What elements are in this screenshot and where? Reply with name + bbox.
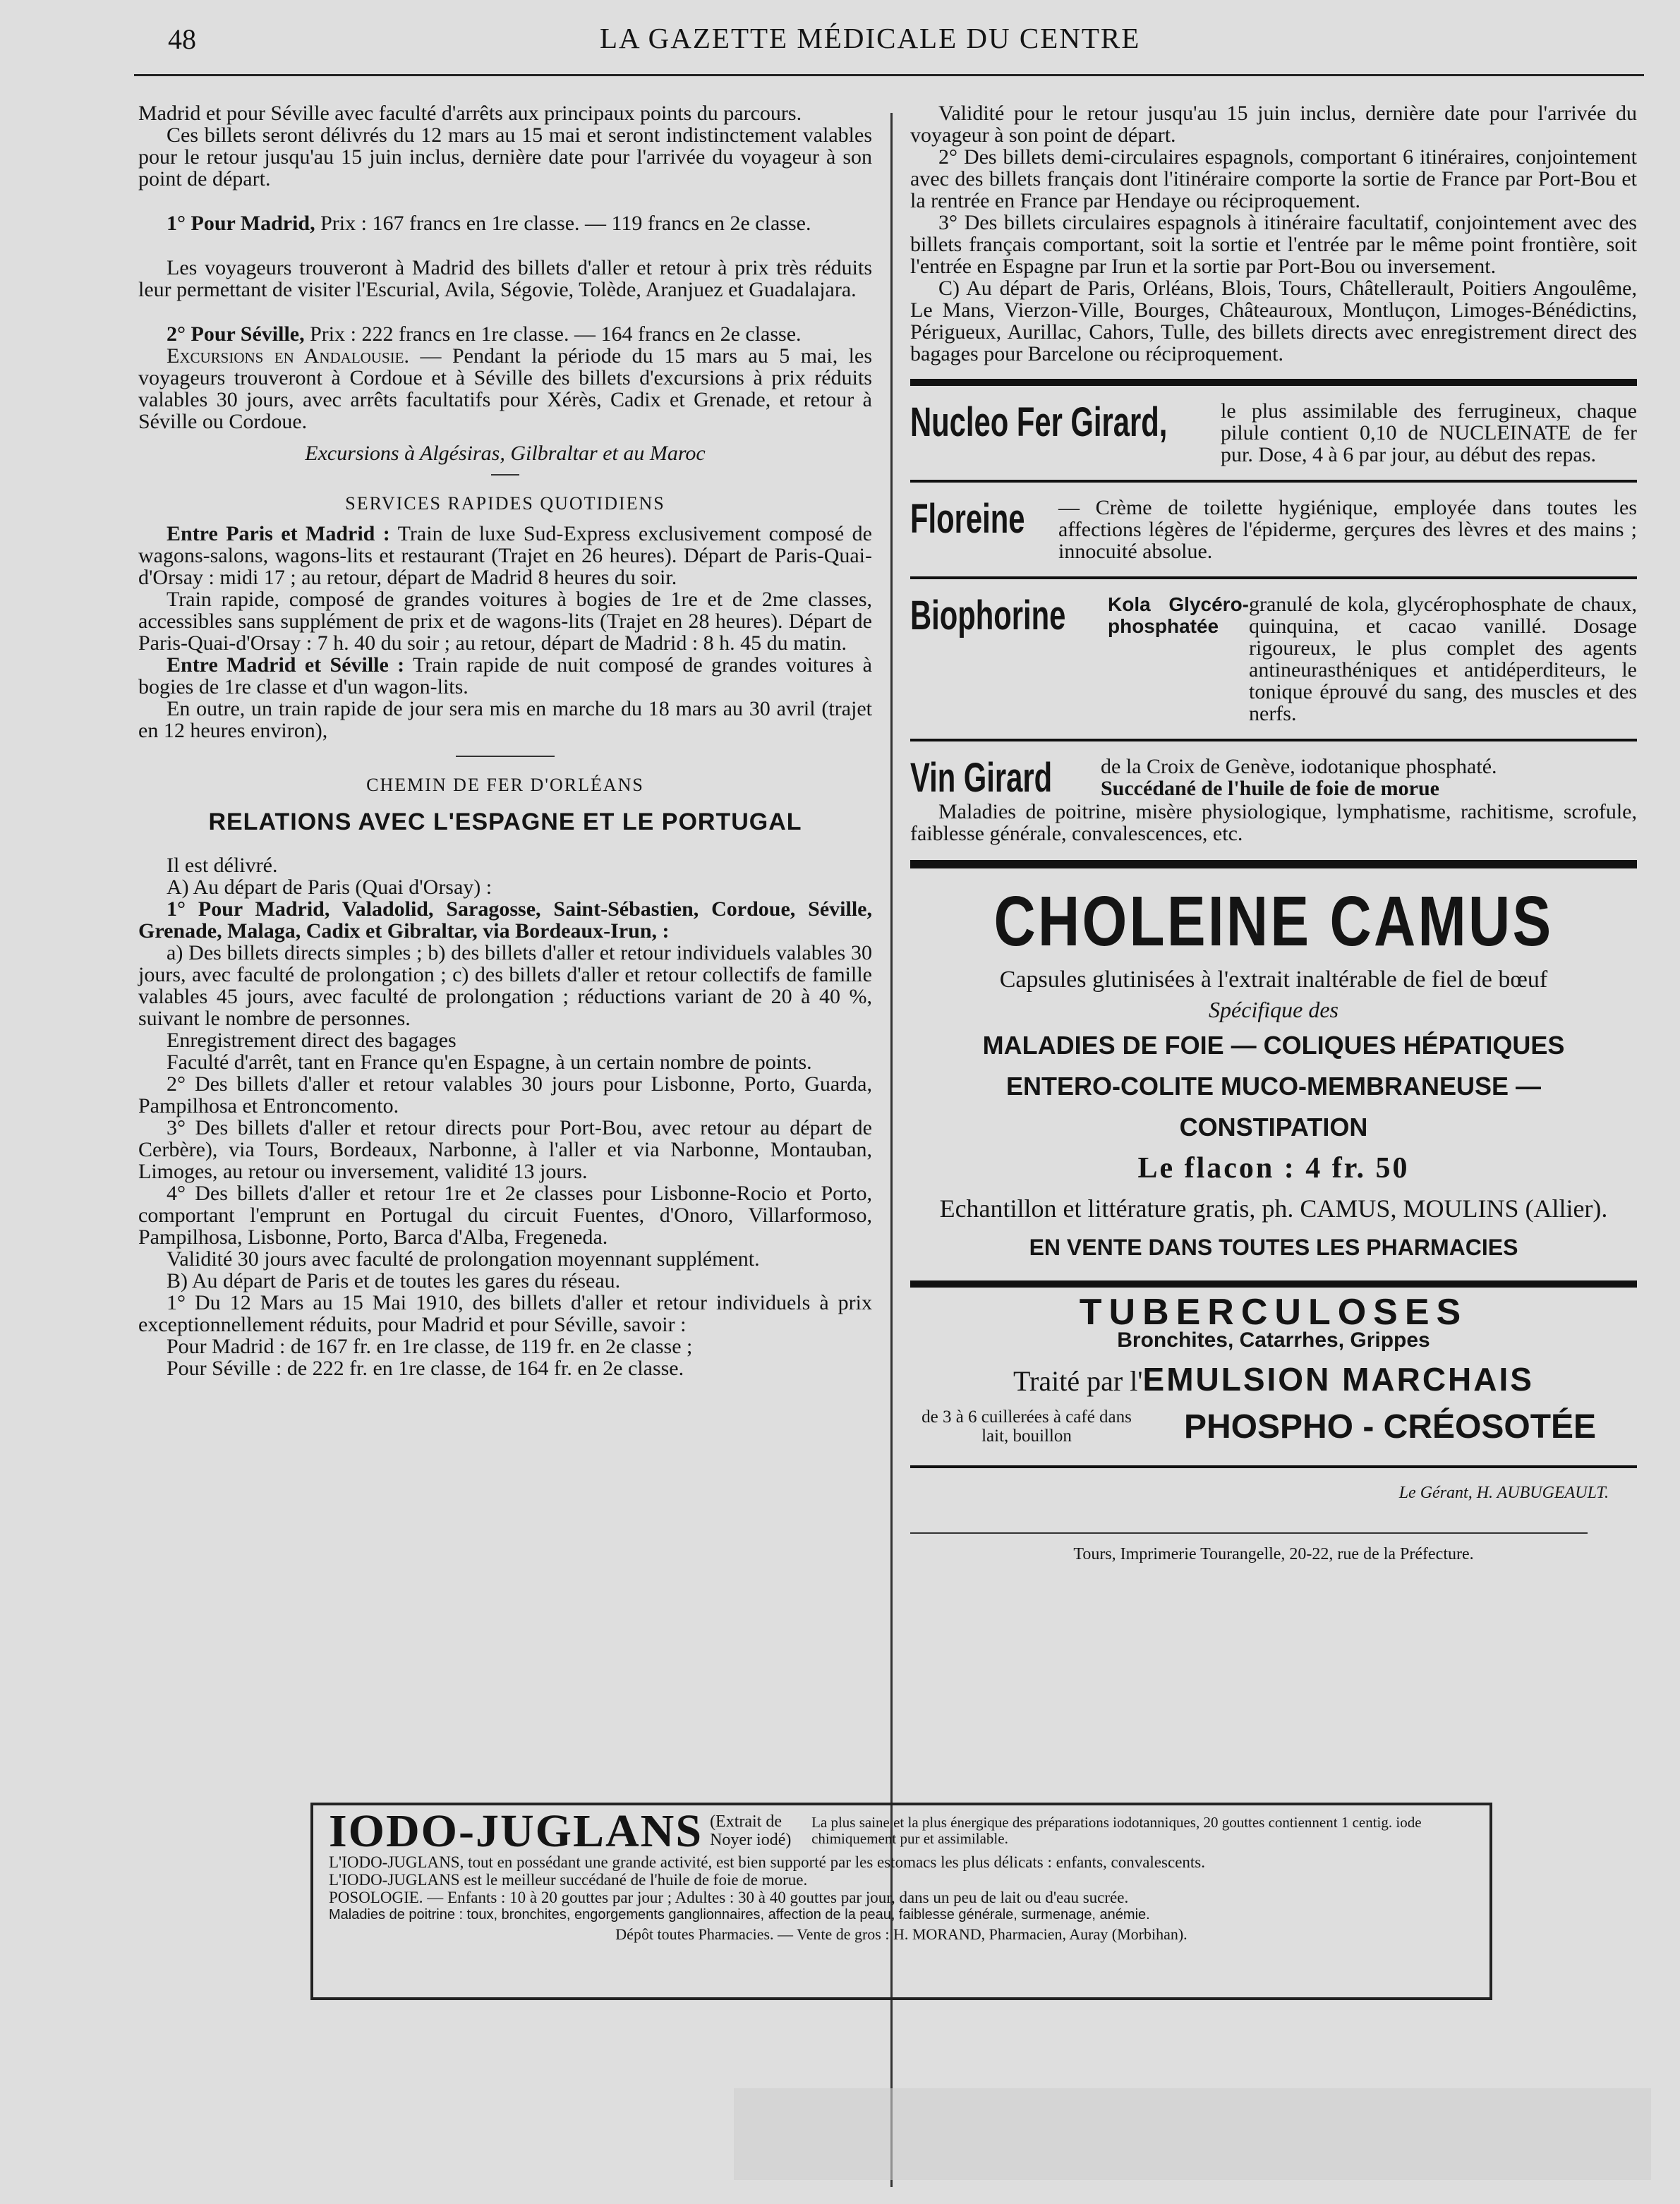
paragraph: Pour Madrid : de 167 fr. en 1re classe, de 119 fr. en 2e classe ; bbox=[167, 1335, 693, 1358]
biophorine-brand: Biophorine bbox=[910, 593, 1066, 638]
choline-line1: MALADIES DE FOIE — COLIQUES HÉPATIQUES bbox=[982, 1031, 1565, 1060]
relations-title: RELATIONS AVEC L'ESPAGNE ET LE PORTUGAL bbox=[208, 809, 802, 835]
iodo-title: IODO-JUGLANS bbox=[329, 1805, 703, 1857]
ad-divider bbox=[910, 739, 1637, 741]
iodo-line: L'IODO-JUGLANS, tout en possédant une grande activité, est bien supporté par les estomacs les plus délicats : enfants, convalescents. bbox=[329, 1853, 1205, 1871]
separator bbox=[491, 474, 519, 476]
tuberculoses-title: TUBERCULOSES bbox=[1079, 1292, 1468, 1333]
running-title: LA GAZETTE MÉDICALE DU CENTRE bbox=[600, 22, 1141, 54]
paragraph: 4° Des billets d'aller et retour 1re et 2e classes pour Lisbonne-Rocio et Porto, comportant l'emprunt en Portugal du circuit Fuentes, d'Onoro, Villarformoso, Pampilhosa, Lisbonne, Porto, Barca d'Alba, Fregeneda. bbox=[138, 1182, 872, 1249]
ad-divider bbox=[910, 1280, 1637, 1288]
floreine-brand: Floreine bbox=[910, 496, 1025, 542]
gerant-text: Le Gérant, H. AUBUGEAULT. bbox=[1398, 1484, 1609, 1502]
paragraph: A) Au départ de Paris (Quai d'Orsay) : bbox=[167, 876, 492, 899]
paragraph: a) Des billets directs simples ; b) des billets d'aller et retour individuels valables 30 jours, avec faculté de prolongation ; c) des billets d'aller et retour collectifs de famille valables 45 jours, avec faculté de prolongation ; réductions variant de 20 à 40 %, suivant le nombre de personnes. bbox=[138, 941, 872, 1030]
orleans-title: CHEMIN DE FER D'ORLÉANS bbox=[366, 775, 644, 795]
service-paragraph: En outre, un train rapide de jour sera mis en marche du 18 mars au 30 avril (trajet en 12 heures environ), bbox=[138, 697, 872, 742]
phospho-row bbox=[910, 1407, 1637, 1446]
iodo-line: L'IODO-JUGLANS est le meilleur succédané de l'huile de foie de morue. bbox=[329, 1871, 808, 1889]
biophorine-subtitle: Kola Glycéro-phosphatée bbox=[1108, 593, 1249, 637]
floreine-text: — Crème de toilette hygiénique, employée dans toutes les affections légères de l'épiderme, gerçures des lèvres et des mains ; innocuité absolue. bbox=[1058, 496, 1637, 563]
ad-divider bbox=[910, 1465, 1637, 1468]
paragraph: Madrid et pour Séville avec faculté d'arrêts aux principaux points du parcours. bbox=[138, 102, 802, 125]
paragraph: B) Au départ de Paris et de toutes les gares du réseau. bbox=[167, 1269, 621, 1292]
iodo-juglans-ad bbox=[310, 1803, 1492, 2000]
ad-vin-girard bbox=[910, 756, 1637, 801]
paragraph: 2° Des billets demi-circulaires espagnols, comportant 6 itinéraires, conjointement avec des billets français dont l'itinéraire comporte la sortie de France par Port-Bou et la rentrée en France par Hendaye ou réciproquement. bbox=[910, 145, 1637, 212]
paragraph: Enregistrement direct des bagages bbox=[167, 1029, 457, 1052]
iodo-line: Maladies de poitrine : toux, bronchites, engorgements ganglionnaires, affection de la peau, faiblesse générale, surmenage, anémie. bbox=[329, 1907, 1150, 1923]
service-lead: Entre Paris et Madrid : bbox=[167, 522, 390, 545]
madrid-price: Prix : 167 francs en 1re classe. — 119 francs en 2e classe. bbox=[320, 212, 811, 235]
iodo-line: Dépôt toutes Pharmacies. — Vente de gros : H. MORAND, Pharmacien, Auray (Morbihan). bbox=[615, 1925, 1188, 1943]
right-column bbox=[910, 102, 1637, 1566]
phospho-creosotee: PHOSPHO - CRÉOSOTÉE bbox=[1183, 1407, 1597, 1446]
vin-girard-header bbox=[1101, 756, 1637, 799]
left-column bbox=[138, 102, 872, 1379]
imprimerie: Tours, Imprimerie Tourangelle, 20-22, rue de la Préfecture. bbox=[1073, 1545, 1474, 1563]
paragraph: 2° Des billets d'aller et retour valables 30 jours pour Lisbonne, Porto, Guarda, Pampilhosa et Entroncomento. bbox=[138, 1072, 872, 1118]
ad-floreine bbox=[910, 497, 1637, 562]
biophorine-text: granulé de kola, glycérophosphate de chaux, quinquina, et cacao vanillé. Dosage rigoureux, le plus complet des agents antineurasthéniques et antidéperditeurs, le tonique éprouvé du sang, des muscles et des nerfs. bbox=[1249, 593, 1637, 725]
paragraph: Pour Séville : de 222 fr. en 1re classe, de 164 fr. en 2e classe. bbox=[167, 1357, 684, 1380]
paragraph: C) Au départ de Paris, Orléans, Blois, Tours, Châtellerault, Poitiers Angoulême, Le Mans, Vierzon-Ville, Bourges, Châteauroux, Montluçon, Limoges-Bénédictins, Périgueux, Aurillac, Cahors, Tulle, des billets directs avec enregistrement direct des bagages pour Barcelone ou réciproquement. bbox=[910, 277, 1637, 365]
choline-title: CHOLEINE CAMUS bbox=[993, 882, 1554, 961]
madrid-price-line bbox=[138, 212, 872, 234]
choline-specific: Spécifique des bbox=[1209, 997, 1338, 1022]
nucleo-brand: Nucleo Fer Girard, bbox=[910, 399, 1168, 445]
services-title: SERVICES RAPIDES QUOTIDIENS bbox=[345, 493, 665, 514]
ad-divider bbox=[910, 379, 1637, 386]
paragraph: 1° Pour Madrid, Valadolid, Saragosse, Saint-Sébastien, Cordoue, Séville, Grenade, Malaga, Cadix et Gibraltar, via Bordeaux-Irun, : bbox=[138, 897, 872, 943]
ad-divider bbox=[910, 480, 1637, 483]
emulsion-marchais: EMULSION MARCHAIS bbox=[1142, 1361, 1534, 1398]
paragraph: Il est délivré. bbox=[167, 854, 278, 877]
paragraph: 1° Du 12 Mars au 15 Mai 1910, des billets d'aller et retour individuels à prix exceptionnellement réduits, pour Madrid et pour Séville, savoir : bbox=[138, 1291, 872, 1336]
andalousie-lead: Excursions en Andalousie. bbox=[167, 344, 409, 368]
dose-text: de 3 à 6 cuillerées à café dans lait, bouillon bbox=[921, 1407, 1132, 1446]
header-rule bbox=[134, 74, 1644, 76]
madrid-label: 1° Pour Madrid, bbox=[167, 212, 315, 235]
choline-sample: Echantillon et littérature gratis, ph. CAMUS, MOULINS (Allier). bbox=[939, 1194, 1608, 1223]
choline-sale: EN VENTE DANS TOUTES LES PHARMACIES bbox=[1029, 1235, 1518, 1260]
nucleo-text: le plus assimilable des ferrugineux, chaque pilule contient 0,10 de NUCLEINATE de fer pur. Dose, 4 à 6 par jour, au début des repas. bbox=[1221, 399, 1637, 466]
vin-girard-line1: de la Croix de Genève, iodotanique phosphaté. bbox=[1101, 755, 1497, 778]
traite-par: Traité par l' bbox=[1013, 1365, 1143, 1397]
gerant bbox=[910, 1482, 1637, 1504]
imprimerie-rule bbox=[910, 1532, 1588, 1534]
tuberculoses-subtitle: Bronchites, Catarrhes, Grippes bbox=[1117, 1328, 1430, 1352]
ad-biophorine bbox=[910, 593, 1637, 725]
service-text: Train de luxe Sud-Express exclusivement composé de wagons-salons, wagons-lits et restaurant (Trajet en 26 heures). Départ de Paris-Quai-d'Orsay : midi 17 ; au retour, départ de Madrid 8 heures du soir. bbox=[138, 522, 872, 589]
excursions-italic: Excursions à Algésiras, Gilbraltar et au Maroc bbox=[305, 442, 706, 465]
seville-label: 2° Pour Séville, bbox=[167, 322, 305, 346]
iodo-extrait: (Extrait de Noyer iodé) bbox=[710, 1812, 792, 1849]
seville-price: Prix : 222 francs en 1re classe. — 164 francs en 2e classe. bbox=[310, 322, 802, 346]
separator bbox=[456, 756, 555, 757]
service-paragraph bbox=[138, 523, 872, 588]
choline-line2: ENTERO-COLITE MUCO-MEMBRANEUSE — CONSTIPATION bbox=[1006, 1072, 1541, 1142]
paragraph: Validité pour le retour jusqu'au 15 juin inclus, dernière date pour l'arrivée du voyageur à son point de départ. bbox=[910, 102, 1637, 147]
ad-divider bbox=[910, 860, 1637, 868]
ad-nucleo bbox=[910, 400, 1637, 466]
service-lead: Entre Madrid et Séville : bbox=[167, 653, 405, 677]
show-through-shadow bbox=[734, 2088, 1651, 2180]
service-text: Train rapide de nuit composé de grandes voitures à bogies de 1re classe et d'un wagon-lits. bbox=[138, 653, 872, 698]
iodo-line: POSOLOGIE. — Enfants : 10 à 20 gouttes par jour ; Adultes : 30 à 40 gouttes par jour, dans un peu de lait ou d'eau sucrée. bbox=[329, 1889, 1129, 1906]
iodo-tagline: La plus saine et la plus énergique des préparations iodotanniques, 20 gouttes contiennent 1 centig. iode chimiquement pur et assimilable. bbox=[811, 1814, 1422, 1847]
choline-subtitle: Capsules glutinisées à l'extrait inaltérable de fiel de bœuf bbox=[999, 967, 1548, 993]
ad-divider bbox=[910, 576, 1637, 579]
paragraph: 3° Des billets circulaires espagnols à itinéraire facultatif, conjointement avec des billets français comportant, soit la sortie et l'entrée par le même point frontière, soit l'entrée en Espagne par Irun et la sortie par Port-Bou ou inversement. bbox=[910, 211, 1637, 278]
service-paragraph bbox=[138, 654, 872, 698]
iodo-header bbox=[329, 1805, 1474, 1857]
paragraph: 3° Des billets d'aller et retour directs pour Port-Bou, avec retour au départ de Cerbère), via Tours, Bordeaux, Narbonne, à l'aller et via Narbonne, Montauban, Limoges, au retour ou inversement, validité 13 jours. bbox=[138, 1116, 872, 1183]
vin-girard-line2: Succédané de l'huile de foie de morue bbox=[1101, 777, 1439, 800]
paragraph: Validité 30 jours avec faculté de prolongation moyennant supplément. bbox=[167, 1247, 760, 1271]
vin-girard-brand: Vin Girard bbox=[910, 755, 1053, 801]
andalousie-text: — Pendant la période du 15 mars au 5 mai, les voyageurs trouveront à Cordoue et à Séville des billets d'excursions à prix réduits valables 30 jours, avec arrêts facultatifs pour Xérès, Cadix et Grenade, et retour à Séville ou Cordoue. bbox=[138, 344, 872, 433]
seville-price-line bbox=[138, 323, 872, 345]
paragraph: Les voyageurs trouveront à Madrid des billets d'aller et retour à prix très réduits leur permettant de visiter l'Escurial, Avila, Ségovie, Tolède, Aranjuez et Guadalajara. bbox=[138, 256, 872, 301]
paragraph: Ces billets seront délivrés du 12 mars au 15 mai et seront indistinctement valables pour le retour jusqu'au 15 juin inclus, dernière date pour l'arrivée du voyageur à son point de départ. bbox=[138, 123, 872, 190]
service-paragraph: Train rapide, composé de grandes voitures à bogies de 1re et de 2me classes, accessibles sans supplément de prix et de wagons-lits (Trajet en 28 heures). Départ de Paris-Quai-d'Orsay : 7 h. 40 du soir ; au retour, départ de Madrid : 8 h. 45 du matin. bbox=[138, 588, 872, 655]
page-number: 48 bbox=[168, 23, 196, 55]
vin-girard-text: Maladies de poitrine, misère physiologique, lymphatisme, rachitisme, scrofule, faiblesse générale, convalescences, etc. bbox=[910, 800, 1637, 845]
emulsion-line bbox=[910, 1357, 1637, 1403]
choline-price: Le flacon : 4 fr. 50 bbox=[1137, 1152, 1410, 1185]
andalousie-paragraph bbox=[138, 345, 872, 432]
paragraph: Faculté d'arrêt, tant en France qu'en Espagne, à un certain nombre de points. bbox=[167, 1050, 812, 1074]
